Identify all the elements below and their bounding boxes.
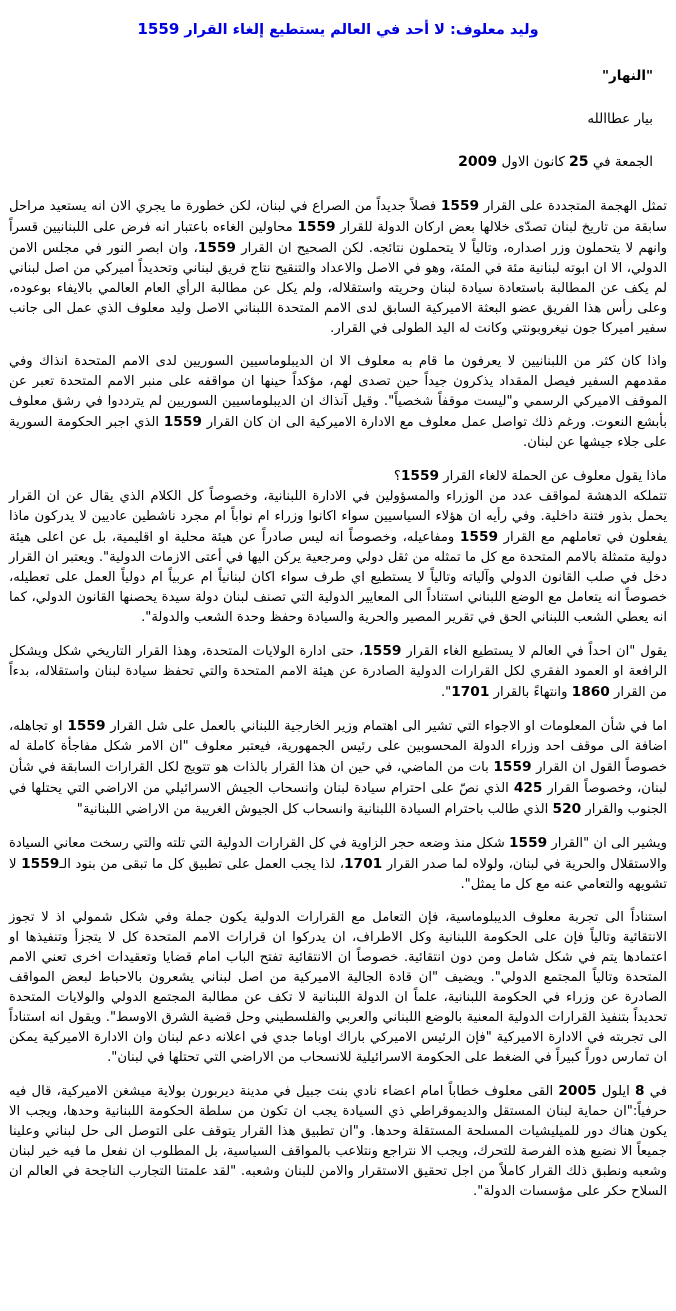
interview-question-line: ماذا يقول معلوف عن الحملة لالغاء القرار 1559؟: [393, 468, 667, 484]
paragraph-8: في 8 ايلول 2005 القى معلوف خطاباً امام اعضاء نادي بنت جبيل في مدينة ديربورن بولاية ميشغن الاميركية، قال فيه حرفياً:"ان حماية لبنان المستقل والديموقراطي ذي السيادة يجب ان تكون من سلطة الحكومة اللبنانية وحدها، ويجب الا يكون هناك دور للميليشيات المسلحة المستقلة وحدها. و"ان تطبيق هذا القرار يتوقف على التوصل الى حل لبناني وعلينا جميعاً الا نضيع هذه الفرصة للتحرك، ويجب الا نتراجع ونتلاعب بالمواقف السياسية، بل المطلوب ان نفعل ما فيه خير لبنان وشعبه ونطبق ذلك القرار كاملاً من اجل تحقيق الاستقرار والامن للبنان وشعبه. "لقد علمتنا التجارب الناجحة في العالم ان السلاح حكر على مؤسسات الدولة".: [9, 1083, 667, 1199]
paragraph-6: ويشير الى ان "القرار 1559 شكل منذ وضعه حجر الزاوية في كل القرارات الدولية التي تلته والتي رسخت معاني السيادة والاستقلال والحرية في لبنان، ولولاه لما صدر القرار 1701، لذا يجب العمل على تطبيق كل ما تبقى من بنود الـ1559 لا تشويهه والتعامي عنه مع كل ما يمثل".: [9, 835, 667, 892]
paragraph-1: تمثل الهجمة المتجددة على القرار 1559 فصلاً جديداً من الصراع في لبنان، لكن خطورة ما يجري الان انه يستعيد مراحل سابقة من تاريخ لبنان تصدّى خلالها بعض اركان الدولة للقرار 1559 محاولين الغاءه باعتبار انه فرض على اللبنانيين قسراً وانهم لا يتحملون وزر اصداره، وتالياً لا يتحملون نتائجه. لكن الصحيح ان القرار 1559، وان ابصر النور في مجلس الامن الدولي، الا ان ابوته لبنانية مئة في المئة، وهو في الاصل والاعداد والتنقيح نتاج فريق لبناني وتحديداً اميركي من اصل لبناني لم يكف عن المطالبة باستعادة سيادة لبنان وحريته واستقلاله، ولم يكل عن مطالبة الرأي العام العالمي بالايفاء بوعوده، وعلى رأس هذا الفريق عضو البعثة الاميركية السابق لدى الامم المتحدة اللبناني الاصل وليد معلوف الذي عمل الى جانب سفير اميركا جون نيغروبونتي وكانت له اليد الطولى في القرار.: [9, 198, 668, 336]
paragraph-4: يقول "ان احداً في العالم لا يستطيع الغاء القرار 1559، حتى ادارة الولايات المتحدة، وهذا القرار التاريخي شكل ويشكل الرافعة او العمود الفقري لكل القرارات الدولية الصادرة عن هيئة الامم المتحدة والتي تحفظ سيادة لبنان واستقلاله، بدءاً من القرار 1860 وانتهاءً بالقرار 1701".: [9, 643, 668, 700]
paragraph-2: واذا كان كثر من اللبنانيين لا يعرفون ما قام به معلوف الا ان الديبلوماسيين السوريين لدى الامم المتحدة انذاك وفي مقدمهم السفير فيصل المقداد يذكرون جيداً حين تصدى لهم، مؤكداً حينها ان مواقفه على منبر الامم المتحدة تعبر عن الموقف الاميركي الرسمي و"ليست موقفاً شخصياً". وقيل آنذاك ان الديبلوماسيين السوريين لم يترددوا في رشق معلوف بأبشع النعوت. ورغم ذلك تواصل عمل معلوف مع الادارة الاميركية الى ان كان القرار 1559 الذي اجبر الحكومة السورية على جلاء جيشها عن لبنان.: [9, 354, 667, 450]
article-title: وليد معلوف: لا أحد في العالم يستطيع إلغاء القرار 1559: [137, 20, 539, 38]
paragraph-5: اما في شأن المعلومات او الاجواء التي تشير الى اهتمام وزير الخارجية اللبناني بالعمل على شل القرار 1559 او تجاهله، اضافة الى موقف احد وزراء الدولة المحسوبين على رئيس الجمهورية، فيعتبر معلوف "ان الامر شكل مفاجأة كاملة له خصوصاً القول ان القرار 1559 بات من الماضي، في حين ان هذا القرار بالذات هو تتويج لكل القرارات السابقة في شأن لبنان، وخصوصاً القرار 425 الذي نصّ على احترام سيادة لبنان وانسحاب الجيش الاسرائيلي من الاراضي التي يحتلها في الجنوب والقرار 520 الذي طالب باحترام السيادة اللبنانية وانسحاب كل الجيوش الغريبة من الاراضي اللبنانية": [9, 718, 667, 817]
author-name: بيار عطاالله: [587, 111, 653, 127]
interview-answer-text: تتملكه الدهشة لمواقف عدد من الوزراء والمسؤولين في الادارة اللبنانية، وخصوصاً كل الكلام الذي يقال عن ان القرار يحمل بذور فتنة داخلية. وفي رأيه ان هؤلاء السياسيين سواء اكانوا وزراء ام نواباً ام مجرد ناشطين عاديين لا يدركون ماذا يفعلون في تعاملهم مع القرار 1559 ومفاعيله، وخصوصاً انه ليس صادراً عن هيئة محلية او اقليمية، بل عن اعلى هيئة دولية متمثلة بالامم المتحدة مع كل ما تمثله من ثقل دولي ومرجعية يركن اليها في أعتى الازمات الدولية". ويعتبر ان القرار دخل في صلب القانون الدولي وآلياته وتالياً لا يستطيع اي طرف سواء اكان لبنانياً ام عربياً ام دولياً العمل على تعطيله، خصوصاً انه يتعامل مع الوضع اللبناني استناداً الى المعايير الدولية التي تصنف لبنان دولة سيدة يحصنها القانون الدولي، كما انه يعطي الشعب اللبناني الحق في تقرير المصير والحرية والسيادة وحفظ وحدة الشعب والدولة".: [9, 489, 667, 625]
source-name: "النهار": [601, 68, 653, 84]
article-date: الجمعة في 25 كانون الاول 2009: [458, 154, 653, 170]
paragraph-7: استناداً الى تجربة معلوف الديبلوماسية، فإن التعامل مع القرارات الدولية يكون جملة وفي شكل شمولي اذ لا تجوز الانتقائية وتالياً فإن على الحكومة اللبنانية وكل الاطراف، ان يدركوا ان قرارات الامم المتحدة كل لا يتجزأ وتنفيذها او اعتمادها يتم في شكل شامل ومن دون انتقائية. خصوصاً ان الانتقائية تفتح الباب امام قضايا وتعقيدات اخرى تعني الامم المتحدة وتالياً المجتمع الدولي". ويضيف "ان قادة الجالية الاميركية من اصل لبناني يشعرون بالاحباط لبعض المواقف الصادرة عن وزراء في الحكومة اللبنانية، علماً ان الدولة اللبنانية لا تكف عن مطالبة المجتمع الدولي والولايات المتحدة تحديداً بتنفيذ القرارات الدولية المعنية بالوضع اللبناني والعربي والفلسطيني وحل قضية الشرق الاوسط". ويقول انه استناداً الى تجربته في الادارة الاميركية "فإن الرئيس الاميركي باراك اوباما جدي في اعلانه دعم لبنان وان الادارة الاميركية يمكن ان تمارس دوراً كبيراً في الضغط على الحكومة الاسرائيلية للانسحاب من الاراضي التي تحتلها في لبنان".: [9, 910, 667, 1065]
paragraph-3: [9, 466, 667, 628]
